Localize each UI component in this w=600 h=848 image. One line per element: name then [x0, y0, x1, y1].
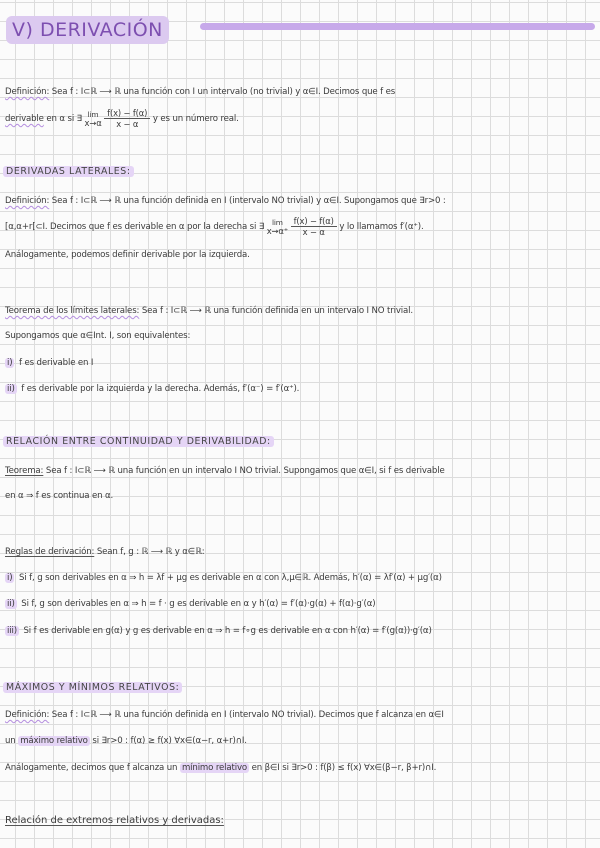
section-heading-derivadas-laterales: DERIVADAS LATERALES: [3, 166, 134, 177]
definition-text: Sea f : I⊂ℝ ⟶ ℝ una función con I un intervalo (no trivial) y α∈I. Decimos que f es [49, 87, 396, 97]
definition-label: Definición: [5, 196, 50, 206]
section-heading-maximos: MÁXIMOS Y MÍNIMOS RELATIVOS: [3, 682, 182, 693]
rules-label: Reglas de derivación: [5, 547, 95, 557]
definition-text-2: en α si ∃ [43, 114, 82, 124]
theorem-limits-line2: Supongamos que α∈Int. I, son equivalentes: [5, 331, 191, 341]
theorem-item-2: ii) f es derivable por la izquierda y la derecha. Además, f′(α⁻) = f′(α⁺). [7, 384, 300, 394]
lateral-analogy-text: Análogamente, podemos definir derivable por la izquierda. [5, 250, 250, 260]
limit-notation: lim x→α⁺ [266, 217, 289, 236]
rules-intro: Reglas de derivación: Sean f, g : ℝ ⟶ ℝ y α∈ℝ: [5, 547, 205, 557]
definition-label: Definición: [5, 87, 50, 97]
definition-text-3: y es un número real. [150, 114, 239, 124]
section-heading-relacion: RELACIÓN ENTRE CONTINUIDAD Y DERIVABILIDAD: [3, 436, 274, 447]
rule-item-2: ii) Si f, g son derivables en α ⇒ h = f · g es derivable en α y h′(α) = f′(α)·g(α) + f(α)·g′(α) [7, 599, 376, 609]
maximo-relativo-term: máximo relativo [20, 736, 88, 746]
theorem-limits-line1: Teorema de los límites laterales: Sea f : I⊂ℝ ⟶ ℝ una función definida en un intervalo I NO trivial. [5, 306, 413, 316]
theorem-item-1: i) f es derivable en I [7, 358, 94, 368]
difference-quotient: $\frac{f(x) - f(\alpha)}{x - \alpha}$ [291, 216, 337, 237]
page-title: V) DERIVACIÓN [6, 16, 169, 44]
derivable-term: derivable [5, 114, 44, 124]
theorem-label: Teorema: [5, 466, 44, 476]
definition-derivable-line1 [5, 87, 395, 97]
lateral-definition-line2: [α,α+r[⊂I. Decimos que f es derivable en α por la derecha si ∃ lim x→α⁺ $\frac{f(x) - f(\alpha)}{x - \alpha}$ y lo llamamos f′(α⁺). [5, 216, 424, 237]
title-divider [200, 23, 595, 30]
rule-item-3: iii) Si f es derivable en g(α) y g es derivable en α ⇒ h = f∘g es derivable en α con h′(α) = f′(g(α))·g′(α) [7, 626, 432, 636]
minimo-relativo-term: mínimo relativo [181, 763, 248, 773]
continuity-theorem-line2: en α ⇒ f es continua en α. [5, 491, 114, 501]
lateral-definition-line1: Definición: Sea f : I⊂ℝ ⟶ ℝ una función definida en I (intervalo NO trivial) y α∈I. Supongamos que ∃r>0 : [5, 196, 446, 206]
subheading-extremos-derivadas: Relación de extremos relativos y derivadas: [5, 815, 224, 826]
extrema-definition-line1: Definición: Sea f : I⊂ℝ ⟶ ℝ una función definida en I (intervalo NO trivial). Decimos que f alcanza en α∈I [5, 710, 444, 720]
rule-item-1: i) Si f, g son derivables en α ⇒ h = λf + μg es derivable en α con λ,μ∈ℝ. Además, h′(α) = λf′(α) + μg′(α) [7, 573, 442, 583]
extrema-definition-line3: Análogamente, decimos que f alcanza un mínimo relativo en β∈I si ∃r>0 : f(β) ≤ f(x) ∀x∈(β−r, β+r)∩I. [5, 763, 437, 773]
difference-quotient: $\frac{f(x) - f(\alpha)}{x - \alpha}$ [104, 108, 150, 129]
theorem-label: Teorema de los límites laterales: [5, 306, 140, 316]
definition-derivable-line2 [5, 108, 239, 129]
limit-notation: lim x→α [84, 109, 102, 128]
extrema-definition-line2: un máximo relativo si ∃r>0 : f(α) ≥ f(x) ∀x∈(α−r, α+r)∩I. [5, 736, 247, 746]
continuity-theorem-line1: Teorema: Sea f : I⊂ℝ ⟶ ℝ una función en un intervalo I NO trivial. Supongamos que α∈I, si f es derivable [5, 466, 445, 476]
definition-label: Definición: [5, 710, 50, 720]
